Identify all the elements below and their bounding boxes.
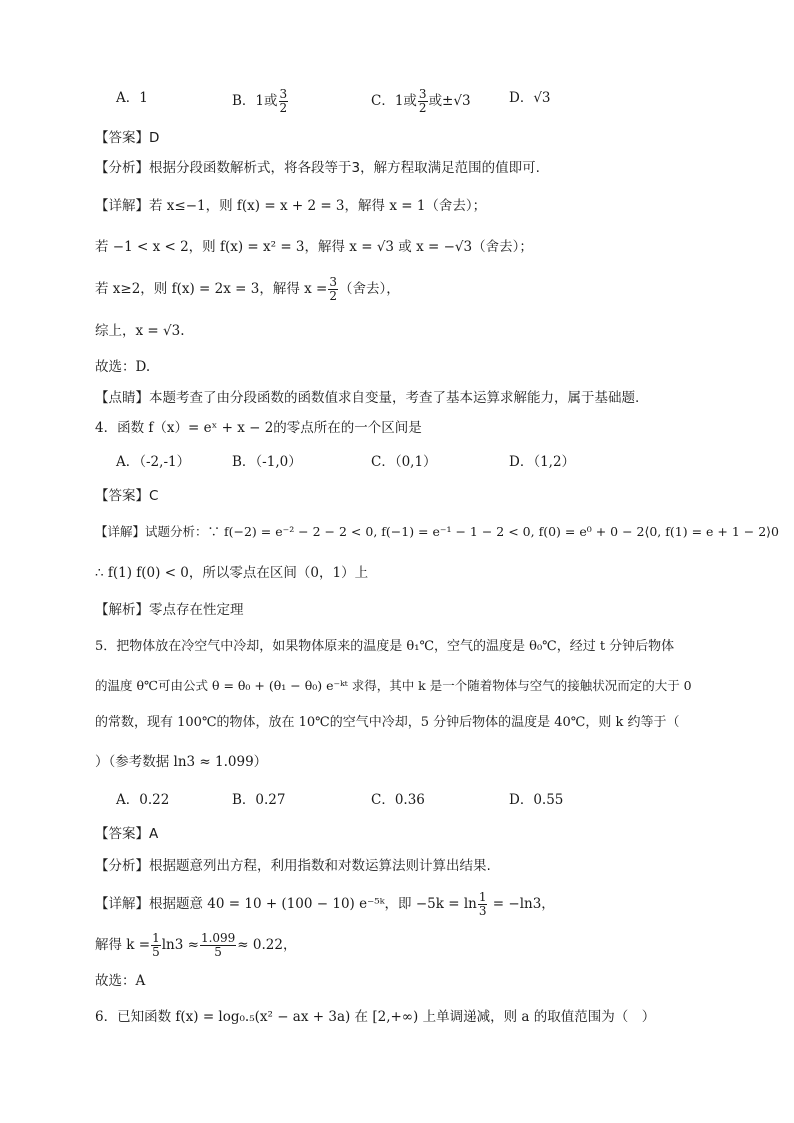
option-c [371,88,471,115]
analysis: 【分析】根据题意列出方程，利用指数和对数运算法则计算出结果. [95,858,491,874]
detail-line [95,276,400,303]
fraction: $\frac{3}{2}$ [329,275,337,303]
summary: 综上，x = √3. [95,323,185,339]
option-c: C．（0,1） [371,454,437,470]
option-d: D．0.55 [509,792,564,808]
detail-line [95,932,296,959]
question-4-stem: 4．函数 f（x）= eˣ + x − 2的零点所在的一个区间是 [95,420,422,436]
text: 解得 k = [95,937,151,953]
option-c-tail: 或±√3 [428,93,471,109]
comment: 【点睛】本题考查了由分段函数的函数值求自变量，考查了基本运算求解能力，属于基础题. [95,390,640,406]
option-d-value: √3 [533,90,551,106]
option-b-label: B．1或 [232,93,278,109]
detail-line: 若 −1 < x < 2，则 f(x) = x² = 3，解得 x = √3 或 x = −√3（舍去）； [95,239,533,255]
analysis: 【分析】根据分段函数解析式，将各段等于3，解方程取满足范围的值即可. [95,160,540,176]
fraction: $\frac{3}{2}$ [279,87,288,115]
text: （舍去）， [338,281,400,297]
option-d [509,88,551,108]
option-a: A．0.22 [116,792,170,808]
option-c: C．0.36 [371,792,425,808]
fraction: $\frac{1.099}{5}$ [200,931,236,959]
question-5-line: 的温度 θ℃可由公式 θ = θ₀ + (θ₁ − θ₀) e⁻ᵏᵗ 求得，其中 k 是一个随着物体与空气的接触状况而定的大于 0 [95,678,692,693]
choose: 故选：A [95,973,146,989]
answer: 【答案】D [95,130,160,146]
text: ln3 ≈ [161,937,199,953]
answer: 【答案】C [95,488,159,504]
fraction: $\frac{3}{2}$ [418,87,427,115]
text: 【详解】根据题意 40 = 10 + (100 − 10) e⁻⁵ᵏ，即 −5k = ln [95,896,477,912]
fraction: $\frac{1}{3}$ [478,890,487,918]
question-5-line: 的常数，现有 100℃的物体，放在 10℃的空气中冷却，5 分钟后物体的温度是 40℃，则 k 约等于（ [95,715,680,730]
option-b: B．0.27 [232,792,286,808]
detail-line: ∴ f(1) f(0) < 0，所以零点在区间（0，1）上 [95,565,369,581]
analysis: 【解析】零点存在性定理 [95,602,244,618]
option-a: A．1 [116,90,148,106]
text: = −ln3， [488,896,555,912]
option-b [232,88,289,115]
option-d-label: D． [509,90,534,106]
option-c-label: C．1或 [371,93,417,109]
option-d: D．（1,2） [509,454,576,470]
question-6-stem: 6．已知函数 f(x) = log₀.₅(x² − ax + 3a) 在 [2,+∞) 上单调递减，则 a 的取值范围为（ ） [95,1009,656,1025]
text: 若 x≥2，则 f(x) = 2x = 3，解得 x = [95,281,328,297]
option-b: B．（-1,0） [232,454,302,470]
answer: 【答案】A [95,826,159,842]
text: ≈ 0.22， [237,937,297,953]
detail-line: 【详解】若 x≤−1，则 f(x) = x + 2 = 3，解得 x = 1（舍去）； [95,198,487,214]
question-5-line: ）（参考数据 ln3 ≈ 1.099） [95,754,268,770]
detail-line [95,891,555,918]
question-5-line: 5．把物体放在冷空气中冷却，如果物体原来的温度是 θ₁℃，空气的温度是 θ₀℃，经过 t 分钟后物体 [95,639,675,654]
fraction: $\frac{1}{5}$ [152,931,160,959]
choose: 故选：D. [95,359,151,375]
detail-line: 【详解】试题分析：∵ f(−2) = e⁻² − 2 − 2 < 0, f(−1) = e⁻¹ − 1 − 2 < 0, f(0) = e⁰ + 0 − 2⟨0, f(1) = e + 1 − 2⟩0 [95,524,779,539]
option-a: A．（-2,-1） [116,454,191,470]
